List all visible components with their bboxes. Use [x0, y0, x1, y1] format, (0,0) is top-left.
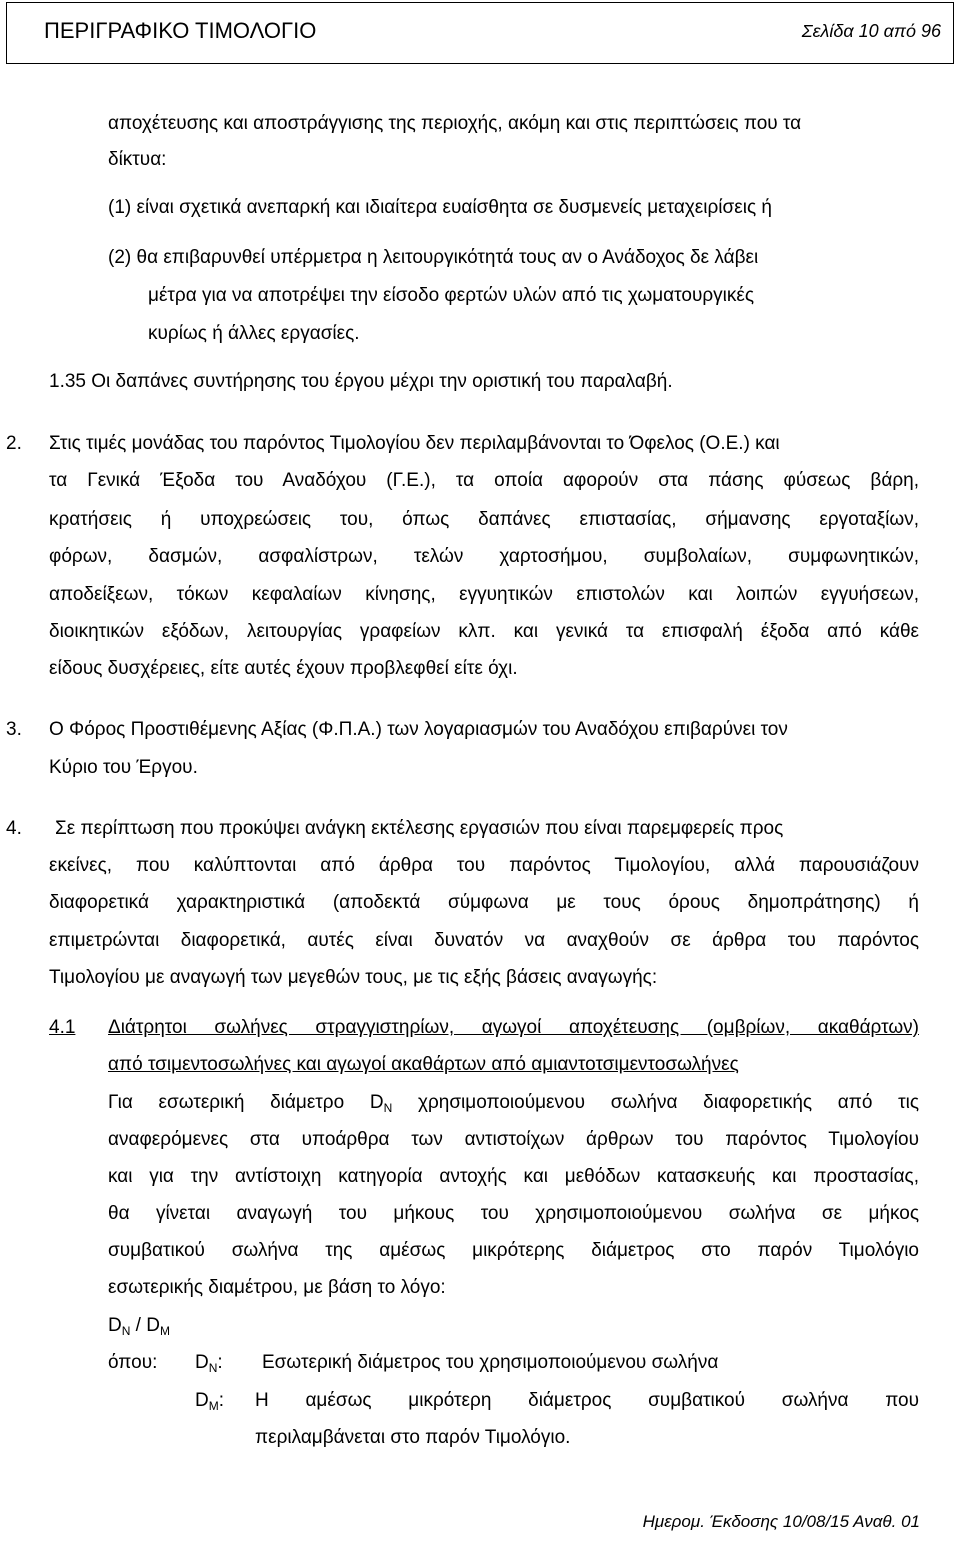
page-footer: Ημερομ. Έκδοσης 10/08/15 Αναθ. 01: [642, 1512, 920, 1531]
text-line: και για την αντίστοιχη κατηγορία αντοχής και μεθόδων κατασκευής και προστασίας,: [108, 1166, 919, 1187]
section-heading: Διάτρητοι σωλήνες στραγγιστηρίων, αγωγοί αποχέτευσης (ομβρίων, ακαθάρτων): [108, 1017, 919, 1038]
text-line: είδους δυσχέρειες, είτε αυτές έχουν προβλεφθεί είτε όχι.: [49, 658, 518, 679]
ratio-formula: $D_N / D_M$: [108, 1315, 170, 1338]
text-line: μέτρα για να αποτρέψει την είσοδο φερτών υλών από τις χωματουργικές: [148, 285, 754, 306]
page-number: Σελίδα 10 από 96: [801, 21, 941, 41]
text-line: Ο Φόρος Προστιθέμενης Αξίας (Φ.Π.Α.) των λογαριασμών του Αναδόχου επιβαρύνει τον: [49, 719, 788, 740]
text-line: επιμετρώνται διαφορετικά, αυτές είναι δυνατόν να αναχθούν σε άρθρα του παρόντος: [49, 930, 919, 951]
text-line: διαφορετικά χαρακτηριστικά (αποδεκτά σύμφωνα με τους όρους δημοπράτησης) ή: [49, 892, 919, 913]
text-line: (1) είναι σχετικά ανεπαρκή και ιδιαίτερα ευαίσθητα σε δυσμενείς μεταχειρίσεις ή: [108, 197, 772, 218]
text-line: Κύριο του Έργου.: [49, 757, 198, 778]
text-line: Τιμολογίου με αναγωγή των μεγεθών τους, με τις εξής βάσεις αναγωγής:: [49, 967, 658, 988]
definition-dm: Η αμέσως μικρότερη διάμετρος συμβατικού σωλήνα που: [255, 1390, 919, 1411]
symbol-dn: $D_N$:: [195, 1352, 223, 1375]
definition-dm: περιλαμβάνεται στο παρόν Τιμολόγιο.: [255, 1427, 571, 1448]
item-number: 4.: [6, 818, 22, 839]
text-line: κυρίως ή άλλες εργασίες.: [148, 323, 360, 344]
item-number: 3.: [6, 719, 22, 740]
section-heading: από τσιμεντοσωλήνες και αγωγοί ακαθάρτων από αμιαντοτσιμεντοσωλήνες: [108, 1054, 739, 1075]
where-label: όπου:: [108, 1352, 158, 1373]
text-line: εκείνες, που καλύπτονται από άρθρα του παρόντος Τιμολογίου, αλλά παρουσιάζουν: [49, 855, 919, 876]
text-line: τα Γενικά Έξοδα του Αναδόχου (Γ.Ε.), τα οποία αφορούν στα πάσης φύσεως βάρη,: [49, 470, 919, 491]
text-line: θα γίνεται αναγωγή του μήκους του χρησιμοποιούμενου σωλήνα σε μήκος: [108, 1203, 919, 1224]
page-header: [6, 2, 954, 64]
section-number: 4.1: [49, 1017, 76, 1038]
text-line: κρατήσεις ή υποχρεώσεις του, όπως δαπάνες επιστασίας, σήμανσης εργοταξίων,: [49, 509, 919, 530]
document-title: ΠΕΡΙΓΡΑΦΙΚΟ ΤΙΜΟΛΟΓΙΟ: [44, 18, 317, 43]
text-line: 1.35 Οι δαπάνες συντήρησης του έργου μέχρι την οριστική του παραλαβή.: [49, 371, 673, 392]
text-line: Στις τιμές μονάδας του παρόντος Τιμολογίου δεν περιλαμβάνονται το Όφελος (Ο.Ε.) και: [49, 433, 780, 454]
text-line: Σε περίπτωση που προκύψει ανάγκη εκτέλεσης εργασιών που είναι παρεμφερείς προς: [55, 818, 784, 839]
text-line: διοικητικών εξόδων, λειτουργίας γραφείων κλπ. και γενικά τα επισφαλή έξοδα από κάθε: [49, 621, 919, 642]
text-line: (2) θα επιβαρυνθεί υπέρμετρα η λειτουργικότητά τους αν ο Ανάδοχος δε λάβει: [108, 247, 759, 268]
text-line: Για εσωτερική διάμετρο $D_N$ χρησιμοποιούμενου σωλήνα διαφορετικής από τις: [108, 1092, 919, 1115]
text-line: αποδείξεων, τόκων κεφαλαίων κίνησης, εγγυητικών επιστολών και λοιπών εγγυήσεων,: [49, 584, 919, 605]
symbol-dm: $D_M$:: [195, 1390, 225, 1413]
text-line: συμβατικού σωλήνα της αμέσως μικρότερης διάμετρος στο παρόν Τιμολόγιο: [108, 1240, 919, 1261]
text-line: εσωτερικής διαμέτρου, με βάση το λόγο:: [108, 1277, 446, 1298]
definition-dn: Εσωτερική διάμετρος του χρησιμοποιούμενου σωλήνα: [262, 1352, 719, 1373]
text-line: δίκτυα:: [108, 149, 167, 170]
text-line: αποχέτευσης και αποστράγγισης της περιοχής, ακόμη και στις περιπτώσεις που τα: [108, 113, 802, 134]
text-line: φόρων, δασμών, ασφαλίστρων, τελών χαρτοσήμου, συμβολαίων, συμφωνητικών,: [49, 546, 919, 567]
text-line: αναφερόμενες στα υποάρθρα των αντιστοίχων άρθρων του παρόντος Τιμολογίου: [108, 1129, 919, 1150]
item-number: 2.: [6, 433, 22, 454]
